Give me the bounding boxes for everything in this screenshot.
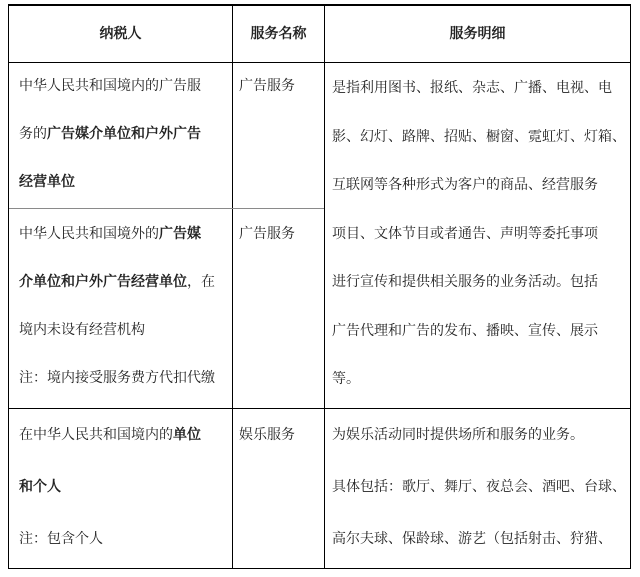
- row3-taxpayer-line1: 在中华人民共和国境内的单位: [19, 427, 201, 443]
- ent-detail-line1: 为娱乐活动同时提供场所和服务的业务。: [332, 427, 584, 443]
- row1-taxpayer-line3: 经营单位: [19, 174, 75, 190]
- row1-taxpayer-line1: 中华人民共和国境内的广告服: [19, 78, 201, 94]
- row1-service-name: 广告服务: [239, 78, 295, 94]
- row3-service-detail-cell: [332, 409, 628, 565]
- ad-service-detail-cell: [332, 62, 628, 404]
- row2-taxpayer-note: 注：境内接受服务费方代扣代缴: [19, 370, 215, 386]
- row1-taxpayer-line2: 务的广告媒介单位和户外广告: [19, 126, 201, 142]
- row1-bottom-rule: [9, 208, 324, 209]
- row2-taxpayer-line1: 中华人民共和国境外的广告媒: [19, 226, 201, 242]
- row1-taxpayer-cell: [19, 62, 229, 206]
- row3-service-name: 娱乐服务: [239, 427, 295, 443]
- ad-detail-line: 影、幻灯、路牌、招贴、橱窗、霓虹灯、灯箱、: [332, 128, 626, 145]
- tax-service-table: [8, 4, 631, 569]
- ent-detail-line3: 高尔夫球、保龄球、游艺（包括射击、狩猎、: [332, 531, 612, 547]
- header-service-name: 服务名称: [250, 26, 307, 42]
- row2-taxpayer-line2: 介单位和户外广告经营单位，在: [19, 274, 215, 290]
- ad-detail-line: 项目、文体节目或者通告、声明等委托事项: [332, 225, 598, 242]
- row3-taxpayer-cell: [19, 409, 231, 565]
- header-service-detail: 服务明细: [449, 26, 506, 42]
- row2-service-name: 广告服务: [239, 226, 295, 242]
- ad-detail-line: 进行宣传和提供相关服务的业务活动。包括: [332, 274, 598, 290]
- ad-detail-line: 等。: [332, 371, 360, 387]
- row3-taxpayer-note: 注：包含个人: [19, 531, 103, 547]
- ad-detail-line: 互联网等各种形式为客户的商品、经营服务: [332, 177, 598, 193]
- column-divider-1: [232, 4, 233, 568]
- column-divider-2: [324, 4, 325, 568]
- ent-detail-line2: 具体包括：歌厅、舞厅、夜总会、酒吧、台球、: [332, 479, 626, 495]
- row2-taxpayer-line3: 境内未设有经营机构: [19, 322, 145, 338]
- ad-detail-line: 是指利用图书、报纸、杂志、广播、电视、电: [332, 80, 612, 96]
- header-taxpayer: 纳税人: [99, 26, 142, 42]
- row3-taxpayer-line2: 和个人: [19, 479, 61, 495]
- row2-taxpayer-cell: [19, 210, 231, 402]
- ad-detail-line: 广告代理和广告的发布、播映、宣传、展示: [332, 322, 598, 339]
